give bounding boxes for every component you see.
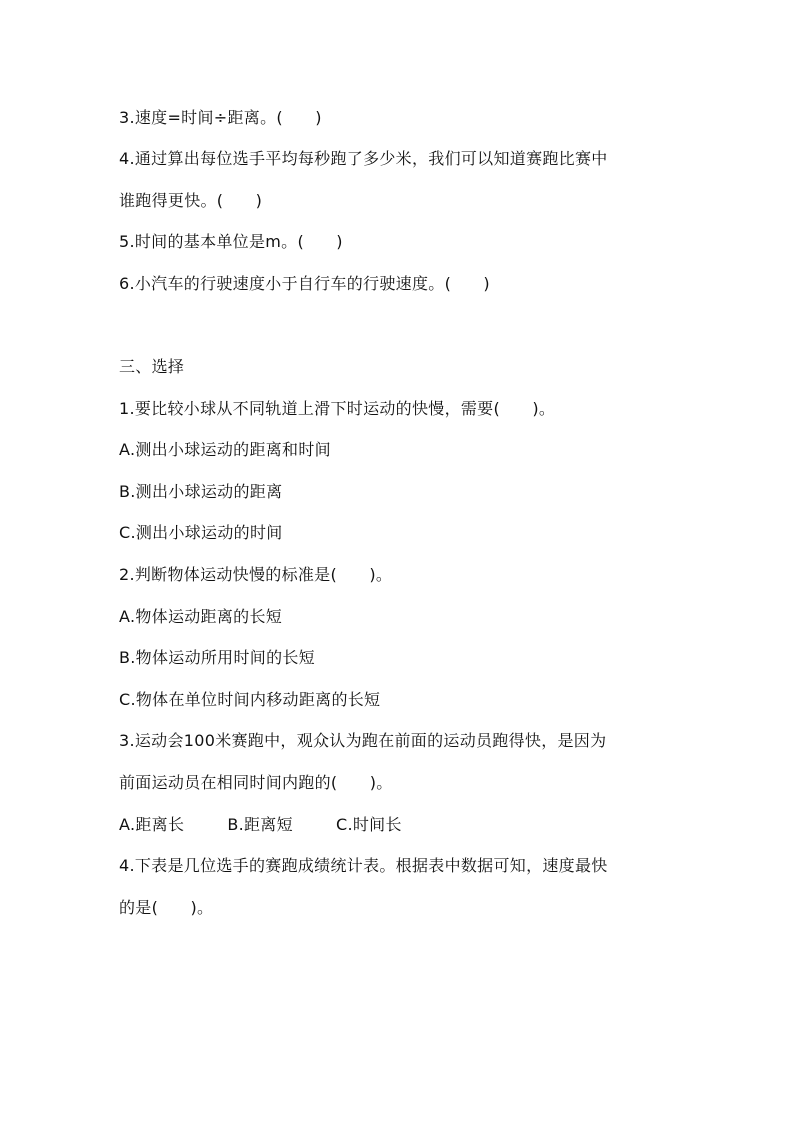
judge-question-4-line-2: 谁跑得更快。( ) (119, 191, 263, 210)
choice-question-3-options: A.距离长 B.距离短 C.时间长 (119, 815, 402, 834)
choice-question-1-option-a: A.测出小球运动的距离和时间 (119, 440, 331, 459)
choice-question-2-option-c: C.物体在单位时间内移动距离的长短 (119, 690, 381, 709)
judge-question-3: 3.速度=时间÷距离。( ) (119, 108, 322, 127)
choice-question-1-option-c: C.测出小球运动的时间 (119, 523, 283, 542)
choice-question-3-stem-line-1: 3.运动会100米赛跑中，观众认为跑在前面的运动员跑得快，是因为 (119, 731, 607, 750)
choice-question-4-stem-line-1: 4.下表是几位选手的赛跑成绩统计表。根据表中数据可知，速度最快 (119, 856, 608, 875)
choice-question-1-stem: 1.要比较小球从不同轨道上滑下时运动的快慢，需要( )。 (119, 399, 556, 418)
judge-question-5: 5.时间的基本单位是m。( ) (119, 232, 343, 251)
choice-question-3-stem-line-2: 前面运动员在相同时间内跑的( )。 (119, 773, 393, 792)
choice-question-2-option-b: B.物体运动所用时间的长短 (119, 648, 315, 667)
choice-question-2-option-a: A.物体运动距离的长短 (119, 607, 283, 626)
judge-question-4-line-1: 4.通过算出每位选手平均每秒跑了多少米，我们可以知道赛跑比赛中 (119, 149, 608, 168)
judge-question-6: 6.小汽车的行驶速度小于自行车的行驶速度。( ) (119, 274, 490, 293)
choice-question-1-option-b: B.测出小球运动的距离 (119, 482, 283, 501)
choice-question-2-stem: 2.判断物体运动快慢的标准是( )。 (119, 565, 393, 584)
section-heading-choice: 三、选择 (119, 357, 185, 376)
choice-question-4-stem-line-2: 的是( )。 (119, 898, 214, 917)
